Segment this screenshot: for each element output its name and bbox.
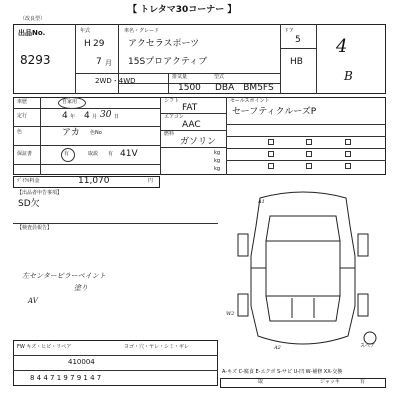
- inspector-line3: AV: [28, 297, 38, 305]
- mark-a2: A2: [274, 345, 281, 351]
- fuel-label: 燃料: [164, 131, 175, 137]
- kg-unit-2: kg: [214, 158, 221, 164]
- inspection-day: 30: [100, 110, 112, 120]
- inspector-line1: 左センターピラーペイント: [22, 272, 106, 280]
- color-label: 色: [17, 129, 23, 135]
- year-month-unit: 月: [105, 59, 112, 67]
- corner-note: （改良型）: [20, 16, 46, 22]
- model-label: 車名・グレード: [124, 28, 160, 34]
- inspection-day-unit: 日: [114, 114, 120, 120]
- body-type: HB: [290, 57, 303, 67]
- shift-label: シフト: [164, 98, 180, 104]
- car-diagram: [220, 186, 386, 356]
- ac-label: エアコン: [164, 114, 184, 120]
- ac-value: AAC: [182, 120, 201, 130]
- equipment-note: SD欠: [18, 199, 40, 209]
- page-title: 【 トレタマ30コーナー 】: [128, 5, 237, 15]
- displacement-label: 排気量: [172, 74, 188, 80]
- mark-w2: W2: [226, 311, 235, 317]
- bottom-row1b: ヨゴ・穴・ヤレ・シミ・ギレ: [124, 344, 189, 350]
- manual-label: 取説: [88, 151, 99, 157]
- model-name: アクセラスポーツ: [128, 39, 200, 49]
- inspection-year-unit: 年: [70, 114, 76, 120]
- inspection-label: 定行: [17, 113, 28, 119]
- recycle-value: 11,070: [78, 176, 110, 186]
- recycle-label: ｿﾞｲｸﾙ料金: [17, 178, 40, 184]
- bottom-row2: 8 4 4 7 1 9 7 9 1 4 7: [30, 374, 102, 382]
- spare-label: スペア: [360, 343, 376, 349]
- inspection-month: 4: [84, 111, 90, 121]
- tools-label1: 取: [258, 379, 264, 385]
- inspection-year: 4: [62, 111, 68, 121]
- color-value: アカ: [62, 128, 80, 138]
- bottom-value: 410004: [68, 358, 95, 366]
- model-code-label: 型式: [214, 74, 225, 80]
- lot-label: 出品No.: [18, 29, 46, 37]
- notes-label: 【出品者申告事項】: [17, 190, 63, 196]
- kg-unit-1: kg: [214, 150, 221, 156]
- manual-value: 有: [108, 151, 114, 157]
- usage-label: 車歴: [17, 99, 28, 105]
- damage-legend: A-キズ C-腐食 E-エクボ S-サビ U-凹 W-補修 XX-交換: [222, 369, 343, 375]
- sales-point: セーフティクルーズP: [232, 107, 317, 117]
- doors-value: 5: [295, 35, 301, 45]
- fuel-value: ガソリン: [180, 137, 217, 147]
- usage-value: 自家用: [62, 99, 78, 105]
- sales-point-label: セールスポイント: [230, 98, 270, 104]
- recycle-unit: 円: [148, 178, 154, 184]
- model-code-value: DBA BM5FS: [215, 83, 274, 93]
- color-number: 41V: [120, 149, 138, 159]
- warranty-value: 有: [64, 151, 70, 157]
- inspector-line2: 塗り: [74, 284, 88, 292]
- score-value: 4: [336, 36, 348, 57]
- lot-number: 8293: [20, 53, 51, 67]
- inspection-month-unit: 月: [92, 114, 98, 120]
- color-no-label: 色No: [90, 130, 102, 136]
- year-num: 29: [93, 39, 105, 49]
- displacement-value: 1500: [178, 83, 201, 93]
- model-grade: 15Sプロアクティブ: [128, 57, 208, 67]
- doors-label: ドア: [284, 28, 294, 34]
- year-month: 7: [96, 57, 102, 67]
- warranty-label: 保証書: [17, 151, 33, 157]
- drive-type: 2WD・4WD: [95, 77, 136, 85]
- inspector-label: 【検査員報告】: [17, 225, 53, 231]
- tools-label2: ジャッキ: [320, 379, 340, 385]
- bottom-row1: FW キズ・ヒビ・リペア: [17, 344, 72, 350]
- interior-score: B: [344, 69, 353, 83]
- kg-unit-3: kg: [214, 166, 221, 172]
- mark-a1: A1: [258, 199, 265, 205]
- shift-value: FAT: [182, 103, 198, 113]
- year-era: H: [84, 39, 91, 49]
- year-label: 年式: [80, 28, 91, 34]
- tools-label3: 有: [360, 379, 366, 385]
